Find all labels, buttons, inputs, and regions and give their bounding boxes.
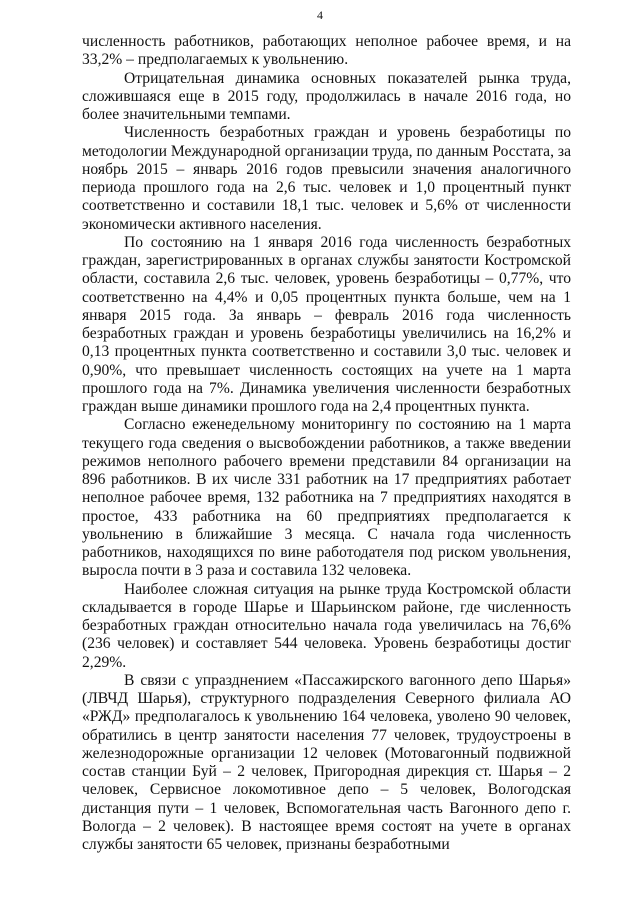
paragraph-sharya-situation: Наиболее сложная ситуация на рынке труда Костромской области складывается в городе Шарье и Шарьинском районе, где численность безработных граждан относительно начала года увеличилась на 76,6% (236 человек) и составляет 544 человека. Уровень безработицы достиг 2,29%. bbox=[82, 580, 571, 671]
paragraph-registered-unemployed: По состоянию на 1 января 2016 года численность безработных граждан, зарегистрированных в органах службы занятости Костромской области, составила 2,6 тыс. человек, уровень безработицы – 0,77%, что соответственно на 4,4% и 0,05 процентных пункта больше, чем на 1 января 2015 года. За январь – февраль 2016 года численность безработных граждан и уровень безработицы увеличились на 16,2% и 0,13 процентных пункта соответственно и составили 3,0 тыс. человек и 0,90%, что превышает численность состоящих на учете на 1 марта прошлого года на 7%. Динамика увеличения численности безработных граждан выше динамики прошлого года на 2,4 процентных пункта. bbox=[82, 233, 571, 415]
paragraph-ilo-unemployment: Численность безработных граждан и уровень безработицы по методологии Международной организации труда, по данным Росстата, за ноябрь 2015 – январь 2016 годов превысили значения аналогичного периода прошлого года на 2,6 тыс. человек и 1,0 процентный пункт соответственно и составили 18,1 тыс. человек и 5,6% от численности экономически активного населения. bbox=[82, 124, 571, 233]
paragraph-continuation: численность работников, работающих неполное рабочее время, и на 33,2% – предполагаемых к увольнению. bbox=[82, 33, 571, 69]
paragraph-depot-abolition: В связи с упразднением «Пассажирского вагонного депо Шарья» (ЛВЧД Шарья), структурного подразделения Северного филиала АО «РЖД» предполагалось к увольнению 164 человека, уволено 90 человек, обратились в центр занятости населения 77 человек, трудоустроены в железнодорожные организации 12 человек (Мотовагонный подвижной состав станции Буй – 2 человек, Пригородная дирекция ст. Шарья – 2 человек, Сервисное локомотивное депо – 5 человек, Вологодская дистанция пути – 1 человек, Вспомогательная часть Вагонного депо г. Вологда – 2 человек). В настоящее время состоят на учете в органах службы занятости 65 человек, признаны безработными bbox=[82, 671, 571, 853]
paragraph-labor-market-dynamics: Отрицательная динамика основных показателей рынка труда, сложившаяся еще в 2015 году, продолжилась в начале 2016 года, но более значительными темпами. bbox=[82, 69, 571, 123]
document-body bbox=[82, 33, 571, 854]
page-number: 4 bbox=[317, 8, 323, 22]
paragraph-weekly-monitoring: Согласно еженедельному мониторингу по состоянию на 1 марта текущего года сведения о высвобождении работников, а также введении режимов неполного рабочего времени представили 84 организации на 896 работников. В их числе 331 работник на 17 предприятиях работает неполное рабочее время, 132 работника на 7 предприятиях находятся в простое, 433 работника на 60 предприятиях предполагается к увольнению в ближайшие 3 месяца. С начала года численность работников, находящихся по вине работодателя под риском увольнения, выросла почти в 3 раза и составила 132 человека. bbox=[82, 416, 571, 580]
